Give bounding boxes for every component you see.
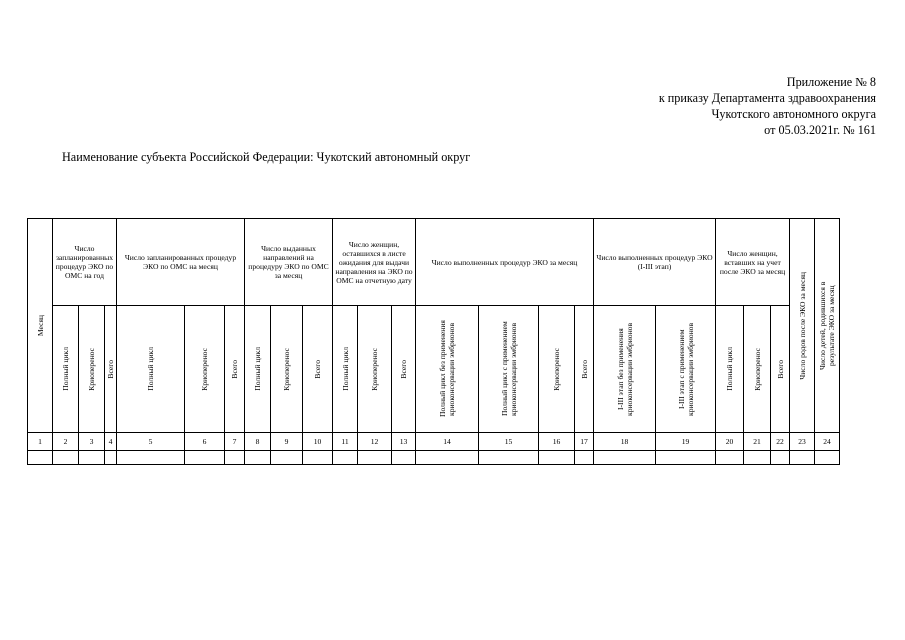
- subheader-cell: [53, 306, 79, 433]
- column-number-cell: 19: [656, 433, 716, 451]
- data-cell[interactable]: [105, 451, 117, 465]
- data-cell[interactable]: [416, 451, 479, 465]
- column-number-cell: 9: [271, 433, 303, 451]
- header-row-subcolumns: [28, 306, 840, 433]
- subheader-cell: [303, 306, 333, 433]
- subheader-cell: [594, 306, 656, 433]
- group-header-registered: [716, 219, 790, 306]
- data-cell[interactable]: [303, 451, 333, 465]
- subheader-cell: [105, 306, 117, 433]
- column-number-cell: 11: [333, 433, 358, 451]
- children-header-label: Число детей, родившихся в результате ЭКО за месяц: [818, 281, 836, 370]
- data-cell[interactable]: [479, 451, 539, 465]
- appendix-line-1: Приложение № 8: [786, 75, 876, 89]
- group-header-stages: [594, 219, 716, 306]
- data-cell[interactable]: [117, 451, 185, 465]
- column-number-cell: 20: [716, 433, 744, 451]
- column-number-cell: 16: [539, 433, 575, 451]
- data-cell[interactable]: [575, 451, 594, 465]
- column-number-cell: 24: [815, 433, 840, 451]
- data-cell[interactable]: [225, 451, 245, 465]
- subheader-label: I-III этап с применением криоконсервации эмбрионов: [676, 322, 695, 416]
- group-label: Число выданных направлений на процедуру ЭКО по ОМС за месяц: [248, 244, 329, 280]
- subheader-label: Всего: [230, 359, 239, 379]
- subheader-cell: [79, 306, 105, 433]
- column-number-cell: 17: [575, 433, 594, 451]
- subheader-cell: [479, 306, 539, 433]
- column-number-cell: 1: [28, 433, 53, 451]
- data-cell[interactable]: [271, 451, 303, 465]
- subheader-label: Полный цикл: [146, 347, 155, 391]
- subheader-label: Всего: [313, 359, 322, 379]
- column-number-cell: 4: [105, 433, 117, 451]
- column-number-cell: 10: [303, 433, 333, 451]
- group-header-waiting-list: [333, 219, 416, 306]
- subheader-label: Полный цикл: [253, 347, 262, 391]
- data-cell[interactable]: [790, 451, 815, 465]
- subheader-cell: [225, 306, 245, 433]
- subheader-label: Всего: [399, 359, 408, 379]
- births-header-label: Число родов после ЭКО за месяц: [797, 271, 807, 380]
- data-cell[interactable]: [333, 451, 358, 465]
- column-number-cell: 3: [79, 433, 105, 451]
- data-cell[interactable]: [539, 451, 575, 465]
- data-cell[interactable]: [594, 451, 656, 465]
- subheader-cell: [245, 306, 271, 433]
- subheader-label: Криоперенос: [282, 347, 291, 391]
- month-header-label: Месяц: [35, 314, 45, 337]
- subheader-label: I-III этап без применения криоконсервации эмбрионов: [615, 322, 634, 416]
- report-table: [27, 218, 840, 465]
- data-cell[interactable]: [28, 451, 53, 465]
- data-cell[interactable]: [185, 451, 225, 465]
- subheader-label: Криоперенос: [200, 347, 209, 391]
- column-number-cell: 23: [790, 433, 815, 451]
- data-cell[interactable]: [771, 451, 790, 465]
- subheader-cell: [656, 306, 716, 433]
- subheader-label: Полный цикл: [725, 347, 734, 391]
- group-header-referrals: [245, 219, 333, 306]
- subheader-label: Всего: [579, 359, 589, 379]
- subheader-label: Криоперенос: [370, 347, 379, 391]
- group-header-month-plan: [117, 219, 245, 306]
- subheader-cell: [716, 306, 744, 433]
- births-header: [790, 219, 815, 433]
- data-cell[interactable]: [79, 451, 105, 465]
- group-label: Число женщин, вставших на учет после ЭКО за месяц: [719, 248, 786, 276]
- header-row-groups: [28, 219, 840, 306]
- subheader-cell: [271, 306, 303, 433]
- column-number-cell: 21: [744, 433, 771, 451]
- data-cell[interactable]: [744, 451, 771, 465]
- column-number-cell: 12: [358, 433, 392, 451]
- data-entry-row: [28, 451, 840, 465]
- column-number-cell: 6: [185, 433, 225, 451]
- group-label: Число выполненных процедур ЭКО за месяц: [431, 257, 578, 267]
- column-number-cell: 14: [416, 433, 479, 451]
- column-number-row: [28, 433, 840, 451]
- data-cell[interactable]: [815, 451, 840, 465]
- subheader-label: Всего: [775, 359, 785, 379]
- subheader-cell: [392, 306, 416, 433]
- subject-title: Наименование субъекта Российской Федерации: Чукотский автономный округ: [62, 150, 471, 164]
- group-label: Число женщин, оставшихся в листе ожидания для выдачи направления на ЭКО по ОМС на отчетную дату: [335, 239, 413, 285]
- appendix-line-4: от 05.03.2021г. № 161: [764, 123, 876, 137]
- subheader-cell: [575, 306, 594, 433]
- appendix-line-3: Чукотского автономного округа: [711, 107, 876, 121]
- data-cell[interactable]: [656, 451, 716, 465]
- appendix-line-2: к приказу Департамента здравоохранения: [658, 91, 876, 105]
- subheader-label: Полный цикл с применением криоконсервации эмбрионов: [499, 321, 518, 417]
- subheader-label: Полный цикл: [61, 347, 70, 391]
- data-cell[interactable]: [716, 451, 744, 465]
- subheader-cell: [333, 306, 358, 433]
- column-number-cell: 18: [594, 433, 656, 451]
- subheader-cell: [416, 306, 479, 433]
- column-number-cell: 2: [53, 433, 79, 451]
- group-label: Число запланированных процедур ЭКО по ОМС на месяц: [124, 253, 237, 271]
- month-header: [28, 219, 53, 433]
- data-cell[interactable]: [392, 451, 416, 465]
- subheader-cell: [744, 306, 771, 433]
- column-number-cell: 5: [117, 433, 185, 451]
- column-number-cell: 8: [245, 433, 271, 451]
- subheader-cell: [185, 306, 225, 433]
- children-header: [815, 219, 840, 433]
- column-number-cell: 13: [392, 433, 416, 451]
- column-number-cell: 7: [225, 433, 245, 451]
- subheader-label: Всего: [106, 359, 115, 379]
- group-label: Число запланированных процедур ЭКО по ОМС на год: [55, 244, 114, 280]
- subheader-label: Криоперенос: [87, 347, 96, 391]
- group-header-performed: [416, 219, 594, 306]
- subheader-cell: [539, 306, 575, 433]
- subheader-label: Полный цикл: [340, 347, 350, 391]
- subheader-cell: [771, 306, 790, 433]
- appendix-header: [576, 74, 876, 138]
- data-cell[interactable]: [358, 451, 392, 465]
- group-label: Число выполненных процедур ЭКО (I-III этап): [596, 253, 713, 271]
- data-cell[interactable]: [53, 451, 79, 465]
- column-number-cell: 22: [771, 433, 790, 451]
- column-number-cell: 15: [479, 433, 539, 451]
- subheader-label: Полный цикл без применения криоконсервации эмбрионов: [438, 320, 456, 418]
- subheader-cell: [358, 306, 392, 433]
- subheader-cell: [117, 306, 185, 433]
- subheader-label: Криоперенос: [552, 347, 561, 391]
- group-header-year-plan: [53, 219, 117, 306]
- data-cell[interactable]: [245, 451, 271, 465]
- subheader-label: Криоперенос: [752, 347, 762, 391]
